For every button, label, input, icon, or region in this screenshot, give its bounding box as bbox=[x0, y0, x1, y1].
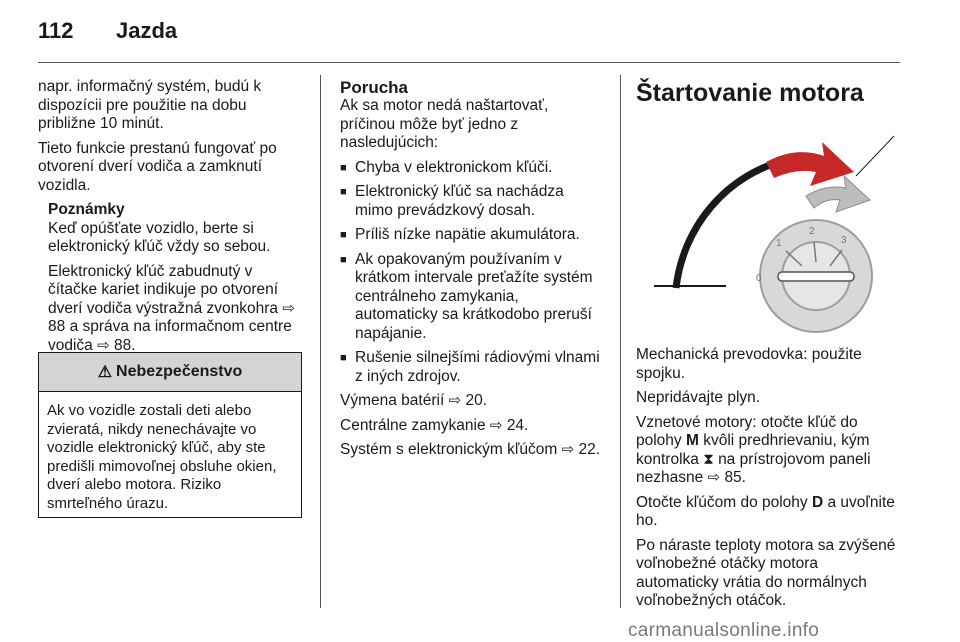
ignition-illustration bbox=[636, 116, 900, 334]
ref-arrow-icon: ⇨ bbox=[561, 441, 575, 458]
list-item: ■ Rušenie silnejšími rádiovými vlnami z iných zdrojov. bbox=[340, 349, 605, 386]
section-heading: Štartovanie motora bbox=[636, 79, 864, 107]
note-title: Poznámky bbox=[48, 201, 125, 218]
note-paragraph: Keď opúšťate vozidlo, berte si elektronický kľúč vždy so sebou. bbox=[48, 219, 271, 255]
ref-arrow-icon: ⇨ bbox=[707, 469, 721, 486]
page-reference[interactable]: 88 bbox=[48, 318, 66, 335]
warning-title: Nebezpečenstvo bbox=[116, 363, 243, 380]
page-number: 112 bbox=[38, 18, 74, 43]
ref-arrow-icon: ⇨ bbox=[282, 299, 295, 317]
page-reference[interactable]: 85. bbox=[724, 469, 746, 486]
warning-text: Ak vo vozidle zostali deti alebo zvieratá, nikdy nenechávajte vo vozidle elektronický kľúč, aby ste predišli mimovoľnej obsluhe okien, dverí alebo motora. Riziko smrteľného úrazu. bbox=[47, 402, 277, 512]
cross-reference: Systém s elektronickým kľúčom ⇨ 22. bbox=[340, 441, 601, 458]
paragraph: Ak sa motor nedá naštartovať, príčinou môže byť jedno z nasledujúcich: bbox=[340, 97, 549, 151]
page-reference[interactable]: 20. bbox=[465, 392, 488, 409]
list-item: ■ Chyba v elektronickom kľúči. bbox=[340, 159, 605, 178]
page-reference[interactable]: 22. bbox=[578, 441, 601, 458]
ref-arrow-icon: ⇨ bbox=[448, 392, 462, 409]
paragraph: Po náraste teploty motora sa zvýšené voľnobežné otáčky motora automaticky vrátia do normálnych voľnobežných otáčok. bbox=[636, 536, 896, 609]
paragraph: napr. informačný systém, budú k dispozícii pre použitie na dobu približne 10 minút. bbox=[38, 78, 262, 132]
column-1 bbox=[38, 78, 300, 361]
cross-reference: Výmena batérií ⇨ 20. bbox=[340, 392, 488, 409]
watermark: carmanualsonline.info bbox=[628, 620, 820, 641]
list-item: ■ Ak opakovaným používaním v krátkom intervale preťažíte systém centrálneho zamykania, automaticky sa krátkodobo preruší napájanie. bbox=[340, 251, 605, 344]
ref-arrow-icon: ⇨ bbox=[489, 416, 503, 434]
page-reference[interactable]: 24. bbox=[506, 416, 529, 434]
column-3 bbox=[636, 78, 904, 617]
warning-box bbox=[38, 352, 302, 518]
paragraph: Nepridávajte plyn. bbox=[636, 389, 761, 406]
chapter-title: Jazda bbox=[116, 18, 178, 43]
page-reference[interactable]: 88. bbox=[114, 336, 136, 354]
ref-arrow-icon: ⇨ bbox=[97, 336, 110, 354]
glow-plug-icon: ⧗ bbox=[703, 450, 714, 468]
list-item: ■ Elektronický kľúč sa nachádza mimo prevádzkový dosah. bbox=[340, 183, 605, 220]
svg-text:1: 1 bbox=[776, 238, 782, 249]
column-divider bbox=[320, 75, 321, 608]
header-rule bbox=[38, 62, 900, 63]
paragraph: Mechanická prevodovka: použite spojku. bbox=[636, 346, 862, 382]
cross-reference: Centrálne zamykanie ⇨ 24. bbox=[340, 416, 529, 434]
list-item: ■ Príliš nízke napätie akumulátora. bbox=[340, 226, 605, 245]
column-2 bbox=[340, 78, 605, 466]
svg-text:2: 2 bbox=[809, 226, 815, 237]
note-paragraph: Elektronický kľúč zabudnutý v čítačke kariet indikuje po otvorení dverí vodiča výstražná zvonkohra ⇨ 88 a správa na informačnom centre vodiča ⇨ 88. bbox=[48, 262, 295, 354]
warning-header bbox=[39, 353, 301, 392]
column-divider bbox=[620, 75, 621, 608]
section-title: Porucha bbox=[340, 78, 409, 97]
warning-triangle-icon: ⚠ bbox=[97, 364, 113, 381]
svg-text:3: 3 bbox=[841, 235, 847, 246]
paragraph: Tieto funkcie prestanú fungovať po otvorení dverí vodiča a zamknutí vozidla. bbox=[38, 139, 277, 194]
paragraph: Otočte kľúčom do polohy D a uvoľnite ho. bbox=[636, 493, 895, 529]
paragraph: Vznetové motory: otočte kľúč do polohy M kvôli predhrievaniu, kým kontrolka ⧗ na prístrojovom paneli nezhasne ⇨ 85. bbox=[636, 413, 871, 486]
svg-text:0: 0 bbox=[756, 273, 762, 284]
